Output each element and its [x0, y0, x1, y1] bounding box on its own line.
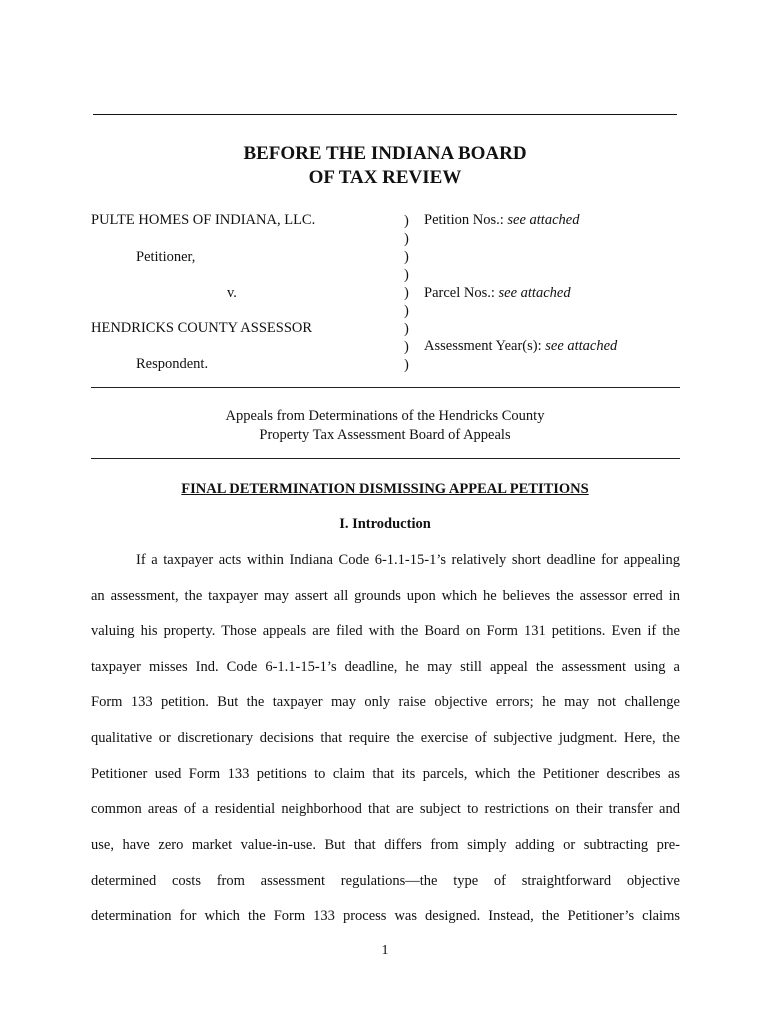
body-line: common areas of a residential neighborhood that are subject to restrictions on their transfer and [91, 801, 680, 817]
body-line: valuing his property. Those appeals are filed with the Board on Form 131 petitions. Even if the [91, 623, 680, 639]
determination-title-text: FINAL DETERMINATION DISMISSING APPEAL PETITIONS [181, 481, 589, 497]
petition-numbers-value: see attached [507, 212, 580, 228]
body-line: Petitioner used Form 133 petitions to claim that its parcels, which the Petitioner describes as [91, 766, 680, 782]
assessment-years-label: Assessment Year(s): [424, 338, 542, 354]
body-line: determination for which the Form 133 process was designed. Instead, the Petitioner’s claims [91, 908, 680, 924]
petition-numbers-label: Petition Nos.: [424, 212, 504, 228]
appeal-line1: Appeals from Determinations of the Hendricks County [225, 408, 545, 424]
body-line: Form 133 petition. But the taxpayer may only raise objective errors; he may not challenge [91, 694, 680, 710]
caption-paren: ) [404, 213, 409, 229]
caption-paren: ) [404, 303, 409, 319]
caption-paren: ) [404, 249, 409, 265]
caption-paren: ) [404, 357, 409, 373]
parcel-numbers-value: see attached [498, 285, 571, 301]
petition-numbers [424, 212, 579, 229]
respondent-role: Respondent. [136, 356, 209, 372]
body-line: use, have zero market value-in-use. But that differs from simply adding or subtracting pre- [91, 837, 680, 853]
caption-divider [91, 387, 680, 388]
section-heading: I. Introduction [339, 516, 431, 532]
caption-paren: ) [404, 231, 409, 247]
respondent-name: HENDRICKS COUNTY ASSESSOR [91, 320, 313, 336]
assessment-years [424, 338, 617, 355]
body-line: taxpayer misses Ind. Code 6-1.1-15-1’s deadline, he may still appeal the assessment using a [91, 659, 680, 675]
body-line: determined costs from assessment regulations—the type of straightforward objective [91, 873, 680, 889]
caption-paren: ) [404, 339, 409, 355]
page-number: 1 [381, 943, 389, 958]
caption-paren: ) [404, 267, 409, 283]
determination-title [0, 481, 770, 498]
petitioner-name: PULTE HOMES OF INDIANA, LLC. [91, 212, 316, 228]
body-line: qualitative or discretionary decisions that require the exercise of subjective judgment. Here, the [91, 730, 680, 746]
versus: v. [227, 285, 237, 301]
appeal-divider [91, 458, 680, 459]
board-title-line1: BEFORE THE INDIANA BOARD [243, 143, 527, 164]
parcel-numbers [424, 285, 571, 302]
caption-paren: ) [404, 321, 409, 337]
assessment-years-value: see attached [545, 338, 618, 354]
caption-paren: ) [404, 285, 409, 301]
body-line: an assessment, the taxpayer may assert all grounds upon which he believes the assessor erred in [91, 588, 680, 604]
board-title-line2: OF TAX REVIEW [308, 167, 462, 188]
body-line: If a taxpayer acts within Indiana Code 6-1.1-15-1’s relatively short deadline for appealing [136, 552, 680, 568]
parcel-numbers-label: Parcel Nos.: [424, 285, 495, 301]
top-rule [93, 114, 677, 115]
petitioner-role: Petitioner, [136, 249, 196, 265]
appeal-line2: Property Tax Assessment Board of Appeals [259, 427, 511, 443]
